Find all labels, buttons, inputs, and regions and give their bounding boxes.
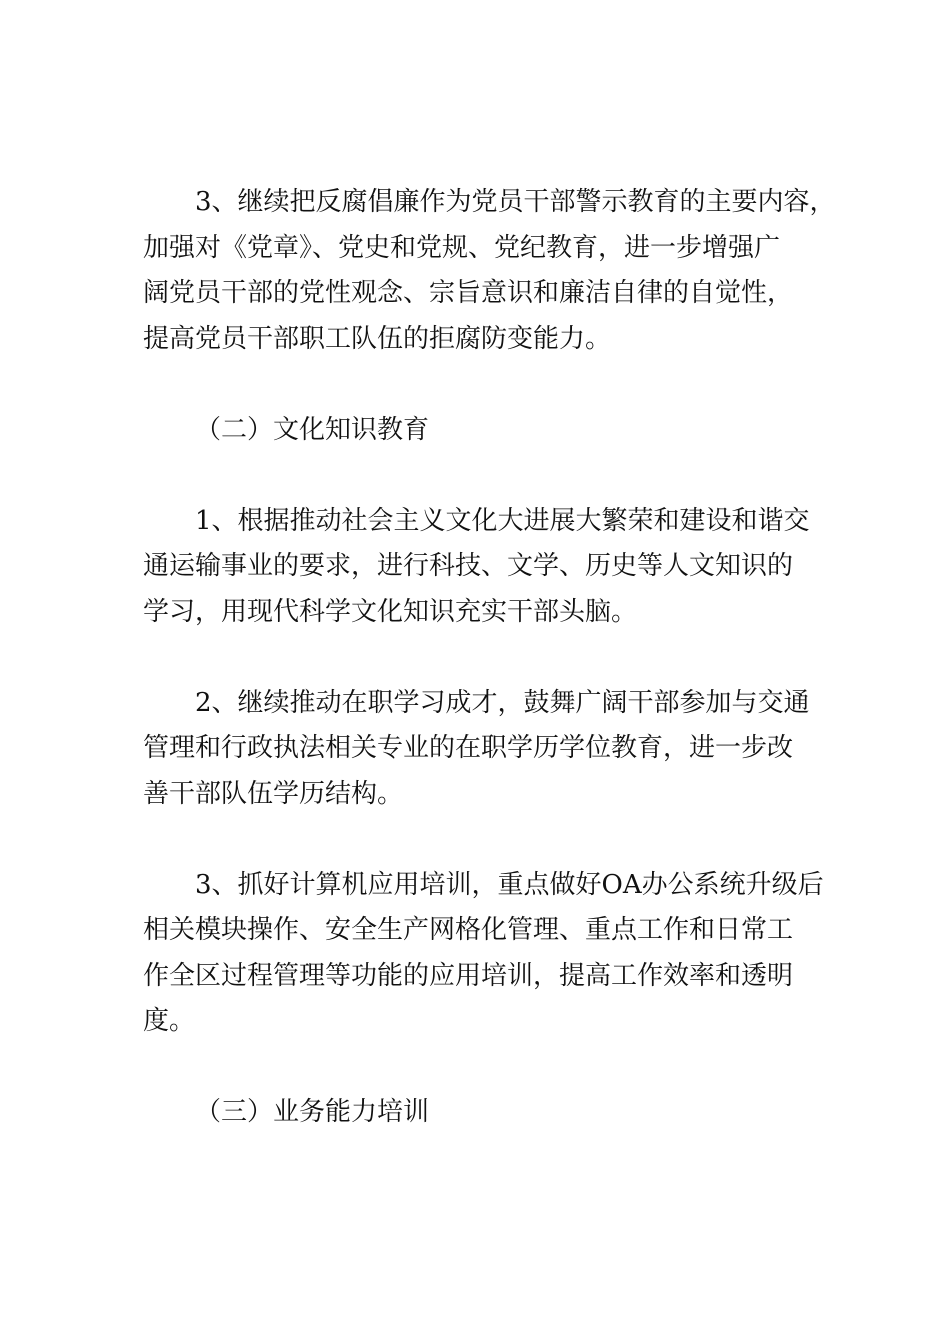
text-line: 3、继续把反腐倡廉作为党员干部警示教育的主要内容， — [195, 187, 836, 217]
text-line: 阔党员干部的党性观念、宗旨意识和廉洁自律的自觉性， — [143, 278, 794, 308]
text-line: 善干部队伍学历结构。 — [143, 778, 404, 809]
section-heading: （二）文化知识教育 — [195, 414, 430, 445]
section-heading-culture — [143, 408, 823, 454]
section-heading-business — [143, 1090, 823, 1136]
text-line: 1、根据推动社会主义文化大进展大繁荣和建设和谐交 — [195, 505, 810, 536]
paragraph-3-computer — [143, 863, 823, 1045]
text-line: 加强对《党章》、党史和党规、党纪教育，进一步增强广 — [143, 232, 781, 263]
text-line: 相关模块操作、安全生产网格化管理、重点工作和日常工 — [143, 915, 794, 945]
paragraph-1-culture — [143, 499, 823, 636]
text-line: 2、继续推动在职学习成才，鼓舞广阔干部参加与交通 — [195, 687, 810, 718]
paragraph-3-anticorruption — [143, 180, 836, 362]
text-line: 提高党员干部职工队伍的拒腐防变能力。 — [143, 323, 612, 354]
text-line: 作全区过程管理等功能的应用培训，提高工作效率和透明 — [143, 960, 794, 991]
text-line: 学习，用现代科学文化知识充实干部头脑。 — [143, 596, 638, 627]
section-heading: （三）业务能力培训 — [195, 1097, 430, 1127]
text-line: 度。 — [143, 1006, 196, 1036]
text-line: 管理和行政执法相关专业的在职学历学位教育，进一步改 — [143, 733, 794, 763]
text-line: 3、抓好计算机应用培训，重点做好OA办公系统升级后 — [195, 869, 824, 900]
text-line: 通运输事业的要求，进行科技、文学、历史等人文知识的 — [143, 551, 794, 581]
document-body — [143, 180, 836, 1181]
paragraph-2-study — [143, 681, 823, 818]
